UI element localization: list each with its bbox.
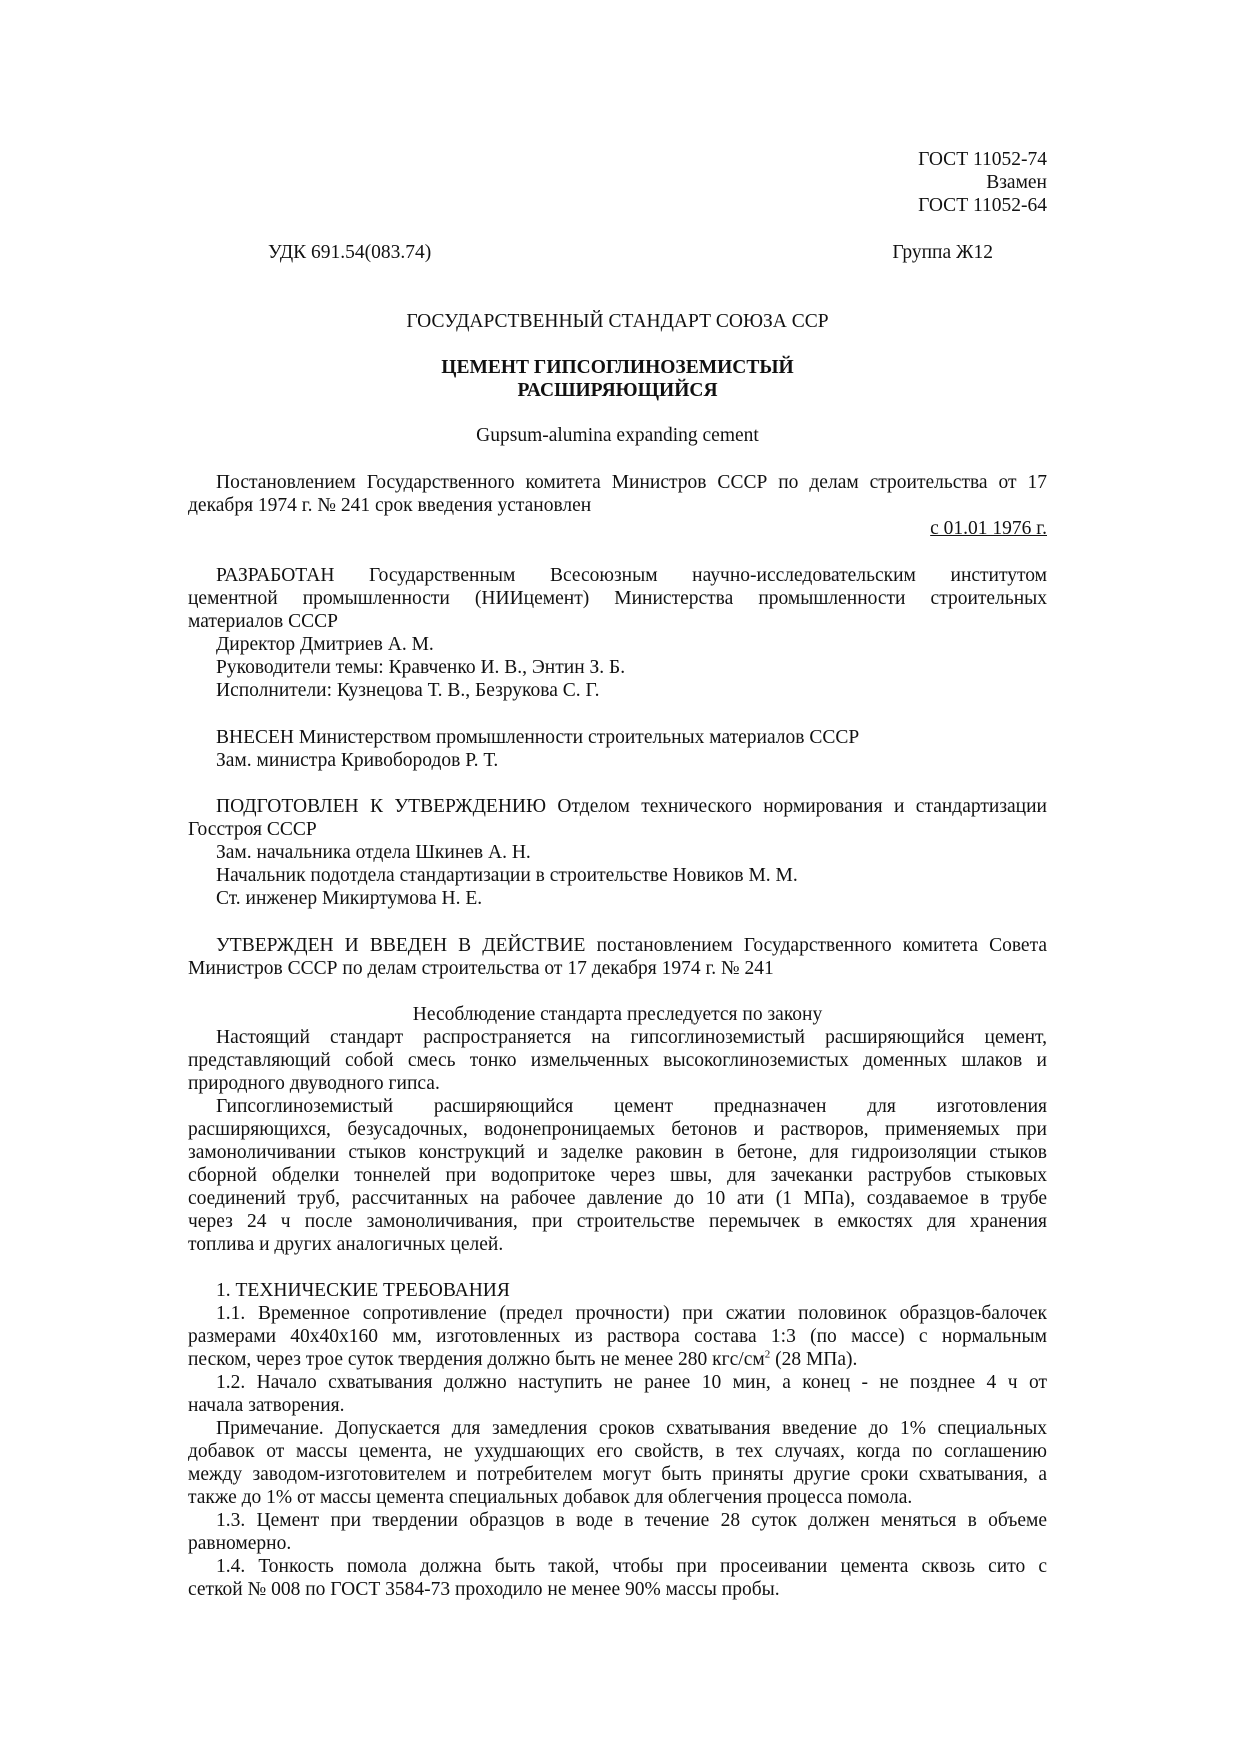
purpose-line: соединений труб, рассчитанных на рабочее давление до 10 ати (1 МПа), создаваемое в трубе	[188, 1188, 1047, 1209]
leaders-line: Руководители темы: Кравченко И. В., Энтин З. Б.	[216, 657, 626, 678]
scope-line: Настоящий стандарт распространяется на гипсоглиноземистый расширяющийся цемент,	[216, 1027, 1047, 1048]
clause-1-1-line	[188, 1348, 857, 1371]
purpose-line: расширяющихся, безусадочных, водонепроницаемых бетонов и растворов, применяемых при	[188, 1119, 1047, 1140]
prepared-line: Госстроя СССР	[188, 819, 317, 840]
group-code: Группа Ж12	[892, 242, 993, 263]
clause-1-4-line: сеткой № 008 по ГОСТ 3584-73 проходило не менее 90% массы пробы.	[188, 1579, 780, 1600]
prepared-line: Ст. инженер Микиртумова Н. Е.	[216, 888, 483, 909]
gost-number: ГОСТ 11052-74	[918, 149, 1047, 170]
legal-notice: Несоблюдение стандарта преследуется по закону	[412, 1004, 823, 1025]
note-line: добавок от массы цемента, не ухудшающих его свойств, в тех случаях, когда по соглашению	[188, 1441, 1047, 1462]
clause-1-1-text: песком, через трое суток твердения должно быть не менее 280 кгс/см	[188, 1349, 765, 1370]
decree-line: Постановлением Государственного комитета Министров СССР по делам строительства от 17	[216, 472, 1047, 493]
state-standard-heading: ГОСУДАРСТВЕННЫЙ СТАНДАРТ СОЮЗА ССР	[406, 311, 829, 332]
note-line: между заводом-изготовителем и потребителем могут быть приняты другие сроки схватывания, а	[188, 1464, 1047, 1485]
introduced-line: ВНЕСЕН Министерством промышленности строительных материалов СССР	[216, 727, 860, 748]
developed-line: РАЗРАБОТАН Государственным Всесоюзным научно-исследовательским институтом	[216, 565, 1047, 586]
decree-line: декабря 1974 г. № 241 срок введения установлен	[188, 495, 592, 516]
clause-1-4-line: 1.4. Тонкость помола должна быть такой, чтобы при просеивании цемента сквозь сито с	[216, 1556, 1047, 1577]
replaces-gost: ГОСТ 11052-64	[918, 195, 1047, 216]
purpose-line: сборной обделки тоннелей при водопритоке через швы, для зачеканки раструбов стыковых	[188, 1165, 1047, 1186]
clause-1-1-text: (28 МПа).	[770, 1349, 858, 1370]
udk-code: УДК 691.54(083.74)	[268, 242, 432, 263]
note-line: также до 1% от массы цемента специальных добавок для облегчения процесса помола.	[188, 1487, 913, 1508]
clause-1-2-line: начала затворения.	[188, 1395, 345, 1416]
clause-1-1-line: 1.1. Временное сопротивление (предел прочности) при сжатии половинок образцов-балочек	[216, 1303, 1047, 1324]
purpose-line: Гипсоглиноземистый расширяющийся цемент предназначен для изготовления	[216, 1096, 1047, 1117]
english-title: Gupsum-alumina expanding cement	[476, 425, 759, 446]
purpose-line: топлива и других аналогичных целей.	[188, 1234, 504, 1255]
prepared-line: Зам. начальника отдела Шкинев А. Н.	[216, 842, 531, 863]
executors-line: Исполнители: Кузнецова Т. В., Безрукова С. Г.	[216, 680, 600, 701]
approved-line: Министров СССР по делам строительства от 17 декабря 1974 г. № 241	[188, 958, 774, 979]
scope-line: природного двуводного гипса.	[188, 1073, 440, 1094]
superscript-exponent: 2	[764, 1348, 771, 1361]
prepared-line: Начальник подотдела стандартизации в строительстве Новиков М. М.	[216, 865, 798, 886]
approved-line: УТВЕРЖДЕН И ВВЕДЕН В ДЕЙСТВИЕ постановлением Государственного комитета Совета	[216, 935, 1047, 956]
note-line: Примечание. Допускается для замедления сроков схватывания введение до 1% специальных	[216, 1418, 1047, 1439]
document-title-line2: РАСШИРЯЮЩИЙСЯ	[517, 380, 718, 401]
clause-1-3-line: 1.3. Цемент при твердении образцов в воде в течение 28 суток должен меняться в объеме	[216, 1510, 1047, 1531]
document-title-line1: ЦЕМЕНТ ГИПСОГЛИНОЗЕМИСТЫЙ	[441, 357, 794, 378]
clause-1-2-line: 1.2. Начало схватывания должно наступить не ранее 10 мин, а конец - не позднее 4 ч от	[216, 1372, 1047, 1393]
purpose-line: через 24 ч после замоноличивания, при строительстве перемычек в емкостях для хранения	[188, 1211, 1047, 1232]
director-line: Директор Дмитриев А. М.	[216, 634, 434, 655]
replaces-label: Взамен	[986, 172, 1047, 193]
clause-1-1-line: размерами 40х40х160 мм, изготовленных из раствора состава 1:3 (по массе) с нормальным	[188, 1326, 1047, 1347]
section-heading: 1. ТЕХНИЧЕСКИЕ ТРЕБОВАНИЯ	[216, 1280, 510, 1301]
scope-line: представляющий собой смесь тонко измельченных высокоглиноземистых доменных шлаков и	[188, 1050, 1047, 1071]
prepared-line: ПОДГОТОВЛЕН К УТВЕРЖДЕНИЮ Отделом технического нормирования и стандартизации	[216, 796, 1047, 817]
introduced-line: Зам. министра Кривобородов Р. Т.	[216, 750, 499, 771]
clause-1-3-line: равномерно.	[188, 1533, 292, 1554]
effective-date: с 01.01 1976 г.	[930, 518, 1047, 539]
purpose-line: замоноличивании стыков конструкций и заделке раковин в бетоне, для гидроизоляции стыков	[188, 1142, 1047, 1163]
developed-line: цементной промышленности (НИИцемент) Министерства промышленности строительных	[188, 588, 1047, 609]
developed-line: материалов СССР	[188, 611, 338, 632]
